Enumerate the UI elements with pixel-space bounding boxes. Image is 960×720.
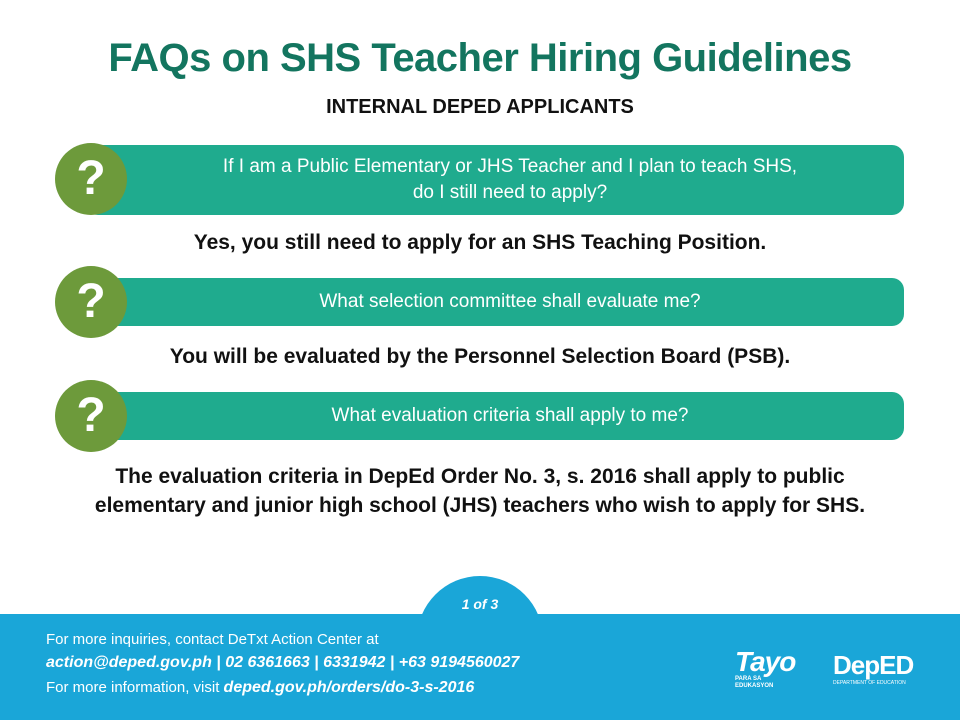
tayo-logo-word: Tayo xyxy=(735,646,796,677)
footer-info-link[interactable]: deped.gov.ph/orders/do-3-s-2016 xyxy=(223,679,475,696)
faq-question-1-line2: do I still need to apply? xyxy=(412,182,608,203)
footer-contact-details[interactable]: action@deped.gov.ph | 02 6361663 | 6331942 | +63 9194560027 xyxy=(46,654,520,671)
faq-answer-1: Yes, you still need to apply for an SHS Teaching Position. xyxy=(193,231,767,254)
page-subtitle: INTERNAL DEPED APPLICANTS xyxy=(326,96,634,118)
faq-question-2-line1: What selection committee shall evaluate me? xyxy=(319,291,701,312)
footer-contact-text: For more inquiries, contact DeTxt Action Center at xyxy=(46,631,379,648)
faq-question-3 xyxy=(86,392,904,440)
question-mark-icon: ? xyxy=(55,266,127,338)
page-title: FAQs on SHS Teacher Hiring Guidelines xyxy=(108,36,852,80)
faq-answer-3-line1: The evaluation criteria in DepEd Order No. 3, s. 2016 shall apply to public xyxy=(115,465,845,488)
faq-question-1 xyxy=(86,145,904,215)
faq-answer-2: You will be evaluated by the Personnel Selection Board (PSB). xyxy=(169,345,791,368)
question-mark-icon: ? xyxy=(55,380,127,452)
deped-logo-sub: DEPARTMENT OF EDUCATION xyxy=(833,680,906,686)
question-mark-icon: ? xyxy=(55,143,127,215)
footer-info-prefix: For more information, visit xyxy=(46,679,224,696)
footer-info-line xyxy=(46,679,474,697)
faq-question-2 xyxy=(86,278,904,326)
faq-question-3-line1: What evaluation criteria shall apply to me? xyxy=(331,405,689,426)
deped-logo-word: DepED xyxy=(833,650,914,680)
deped-logo xyxy=(833,650,923,700)
tayo-logo-sub2: EDUKASYON xyxy=(735,683,774,689)
faq-answer-3-line2: elementary and junior high school (JHS) teachers who wish to apply for SHS. xyxy=(94,494,866,517)
tayo-logo xyxy=(735,648,805,704)
page-number: 1 of 3 xyxy=(461,596,499,612)
tayo-logo-sub1: PARA SA xyxy=(735,676,762,682)
faq-question-1-line1: If I am a Public Elementary or JHS Teacher and I plan to teach SHS, xyxy=(222,156,798,177)
faq-answer-3 xyxy=(0,462,960,520)
